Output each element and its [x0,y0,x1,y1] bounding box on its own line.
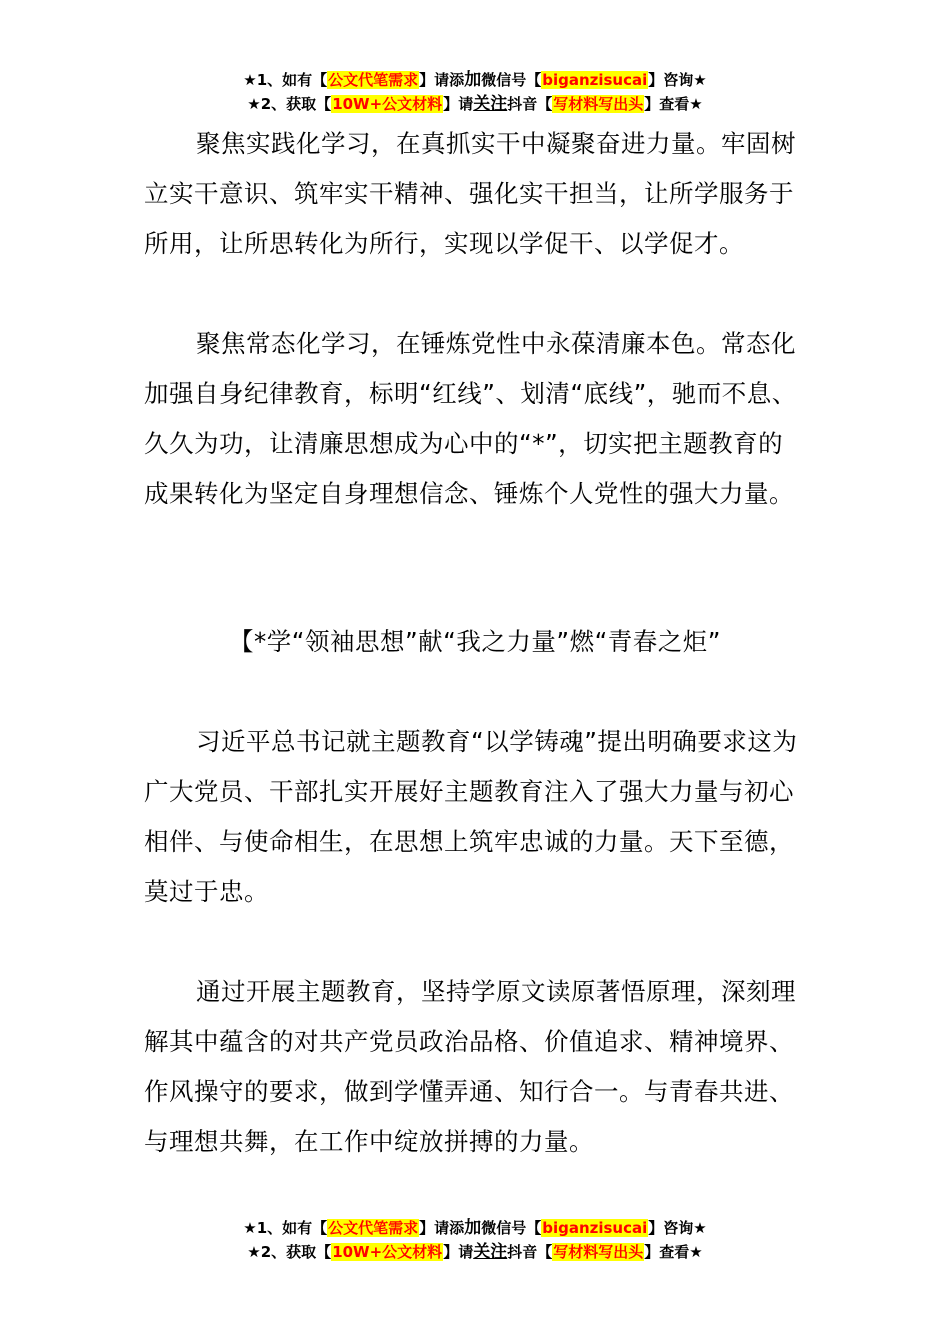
banner-text: 】请 [443,95,474,113]
banner-highlight-service: 公文代笔需求 [328,71,419,89]
paragraph-normalized-learning: 聚焦常态化学习，在锤炼党性中永葆清廉本色。常态化加强自身纪律教育，标明“红线”、划清“底线”，驰而不息、久久为功，让清廉思想成为心中的“*”，切实把主题教育的成果转化为坚定自身理想信念、锤炼个人党性的强大力量。 [144,329,797,508]
footer-banner-line-2 [0,1240,950,1264]
banner-text: 】请添 [419,1219,465,1237]
header-banner [0,68,950,116]
paragraph-learning-soul: 习近平总书记就主题教育“以学铸魂”提出明确要求这为广大党员、干部扎实开展好主题教育注入了强大力量与初心相伴、与使命相生，在思想上筑牢忠诚的力量。天下至德，莫过于忠。 [144,727,798,906]
banner-highlight-wechat-id: biganzisucai [542,71,648,89]
banner-highlight-douyin-account: 写材料写出头 [553,95,644,113]
banner-highlight-materials: 10W+公文材料 [332,1243,443,1261]
banner-emphasis: 加 [464,70,482,90]
banner-text: 微信号【 [481,1219,542,1237]
banner-prefix: ★1、如有【 [243,1219,328,1237]
banner-emphasis: 关注 [473,1242,508,1262]
footer-banner [0,1216,950,1264]
banner-text: 微信号【 [481,71,542,89]
header-banner-line-1 [0,68,950,92]
banner-emphasis: 关注 [473,94,508,114]
banner-prefix: ★1、如有【 [243,71,328,89]
banner-emphasis: 加 [464,1218,482,1238]
banner-prefix: ★2、获取【 [247,1243,332,1261]
banner-highlight-materials: 10W+公文材料 [332,95,443,113]
banner-highlight-wechat-id: biganzisucai [542,1219,648,1237]
banner-suffix: 】咨询★ [648,1219,707,1237]
banner-suffix: 】查看★ [644,1243,703,1261]
section-heading: 【*学“领袖思想”献“我之力量”燃“青春之炬” [229,627,721,656]
banner-text: 抖音【 [507,95,553,113]
banner-suffix: 】查看★ [644,95,703,113]
paragraph-thematic-education: 通过开展主题教育，坚持学原文读原著悟原理，深刻理解其中蕴含的对共产党员政治品格、价值追求、精神境界、作风操守的要求，做到学懂弄通、知行合一。与青春共进、与理想共舞，在工作中绽放拼搏的力量。 [144,977,796,1156]
footer-banner-line-1 [0,1216,950,1240]
banner-text: 】请添 [419,71,465,89]
banner-prefix: ★2、获取【 [247,95,332,113]
banner-text: 】请 [443,1243,474,1261]
banner-highlight-service: 公文代笔需求 [328,1219,419,1237]
header-banner-line-2 [0,92,950,116]
banner-highlight-douyin-account: 写材料写出头 [553,1243,644,1261]
paragraph-practice-learning: 聚焦实践化学习，在真抓实干中凝聚奋进力量。牢固树立实干意识、筑牢实干精神、强化实干担当，让所学服务于所用，让所思转化为所行，实现以学促干、以学促才。 [144,129,796,258]
banner-suffix: 】咨询★ [648,71,707,89]
banner-text: 抖音【 [507,1243,553,1261]
